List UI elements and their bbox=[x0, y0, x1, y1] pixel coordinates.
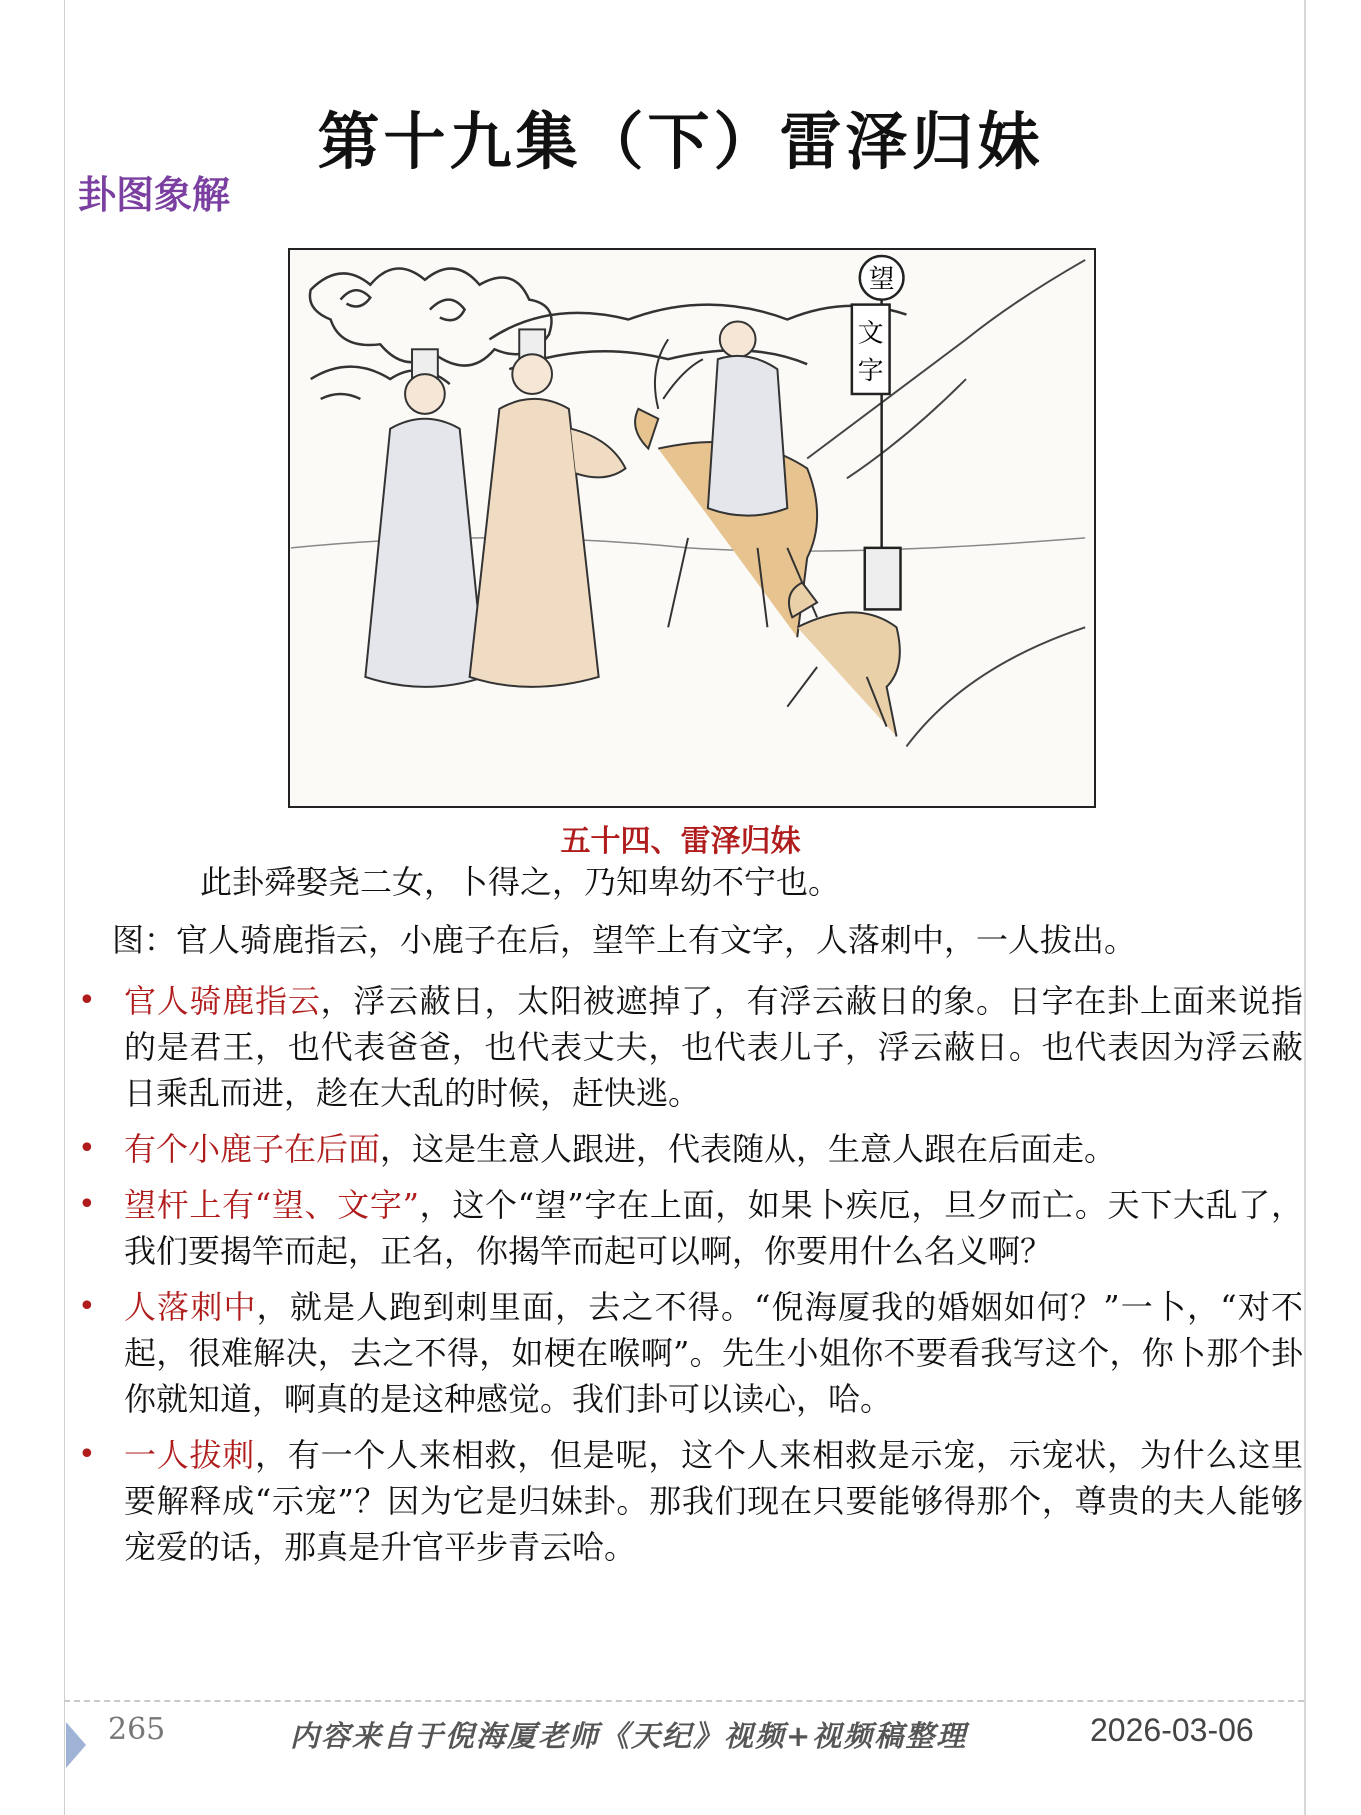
left-margin-rule bbox=[64, 0, 65, 1815]
signpost-char-2: 字 bbox=[857, 356, 884, 387]
signpost bbox=[852, 256, 904, 609]
intro-line-2: 图：官人骑鹿指云，小鹿子在后，望竿上有文字，人落刺中，一人拔出。 bbox=[112, 921, 1137, 959]
right-margin-rule bbox=[1304, 0, 1306, 1815]
bullet-dot-icon: • bbox=[78, 1289, 96, 1324]
footer-divider bbox=[64, 1700, 1304, 1702]
page-number: 265 bbox=[108, 1712, 166, 1747]
page-title: 第十九集（下）雷泽归妹 bbox=[317, 105, 1044, 178]
section-label: 卦图象解 bbox=[78, 172, 231, 217]
bullet-item bbox=[78, 978, 1303, 1116]
bullet-item bbox=[78, 1182, 1303, 1274]
bullet-text: ，这是生意人跟进，代表随从，生意人跟在后面走。 bbox=[380, 1130, 1117, 1168]
bullet-text: ，这个“望”字在上面，如果卜疾厄，旦夕而亡。天下大乱了，我们要揭竿而起，正名，你揭竿而起可以啊，你要用什么名义啊？ bbox=[124, 1186, 1303, 1270]
bullet-highlight: 有个小鹿子在后面 bbox=[124, 1130, 381, 1168]
figure-caption: 五十四、雷泽归妹 bbox=[560, 824, 801, 859]
standing-official-right bbox=[470, 329, 626, 686]
bullet-text: ，浮云蔽日，太阳被遮掉了，有浮云蔽日的象。日字在卦上面来说指的是君王，也代表爸爸，也代表丈夫，也代表儿子，浮云蔽日。也代表因为浮云蔽日乘乱而进，趁在大乱的时候，赶快逃。 bbox=[124, 982, 1303, 1112]
bullet-dot-icon: • bbox=[78, 983, 96, 1018]
footer-arrow-icon bbox=[66, 1722, 86, 1768]
bullet-text: ，有一个人来相救，但是呢，这个人来相救是示宠，示宠状，为什么这里要解释成“示宠”？因为它是归妹卦。那我们现在只要能够得那个，尊贵的夫人能够宠爱的话，那真是升官平步青云哈。 bbox=[124, 1436, 1303, 1566]
signpost-char-1: 文 bbox=[857, 318, 884, 349]
deer-with-rider bbox=[635, 321, 817, 637]
bullet-item bbox=[78, 1432, 1303, 1570]
illustration-drawing bbox=[290, 250, 1094, 806]
hexagram-illustration bbox=[288, 248, 1096, 808]
clouds-drawing bbox=[310, 269, 907, 399]
bullet-highlight: 官人骑鹿指云 bbox=[124, 982, 321, 1020]
bullet-list bbox=[78, 978, 1303, 1580]
intro-line-1: 此卦舜娶尧二女，卜得之，乃知卑幼不宁也。 bbox=[200, 863, 841, 901]
bullet-text: ，就是人跑到刺里面，去之不得。“倪海厦我的婚姻如何？”一卜，“对不起，很难解决，去之不得，如梗在喉啊”。先生小姐你不要看我写这个，你卜那个卦你就知道，啊真的是这种感觉。我们卦可以读心，哈。 bbox=[124, 1288, 1303, 1418]
bullet-highlight: 一人拔刺 bbox=[124, 1436, 256, 1474]
bullet-item bbox=[78, 1284, 1303, 1422]
bullet-item bbox=[78, 1126, 1303, 1172]
bullet-highlight: 人落刺中 bbox=[124, 1288, 257, 1326]
bullet-dot-icon: • bbox=[78, 1187, 96, 1222]
standing-official-left bbox=[365, 349, 484, 687]
bullet-dot-icon: • bbox=[78, 1437, 96, 1472]
bullet-dot-icon: • bbox=[78, 1131, 96, 1166]
signpost-top-char: 望 bbox=[868, 264, 895, 295]
footer-date: 2026-03-06 bbox=[1090, 1712, 1254, 1748]
footer-source-note: 内容来自于倪海厦老师《天纪》视频+视频稿整理 bbox=[290, 1719, 968, 1753]
bullet-highlight: 望杆上有“望、文字” bbox=[124, 1186, 419, 1224]
